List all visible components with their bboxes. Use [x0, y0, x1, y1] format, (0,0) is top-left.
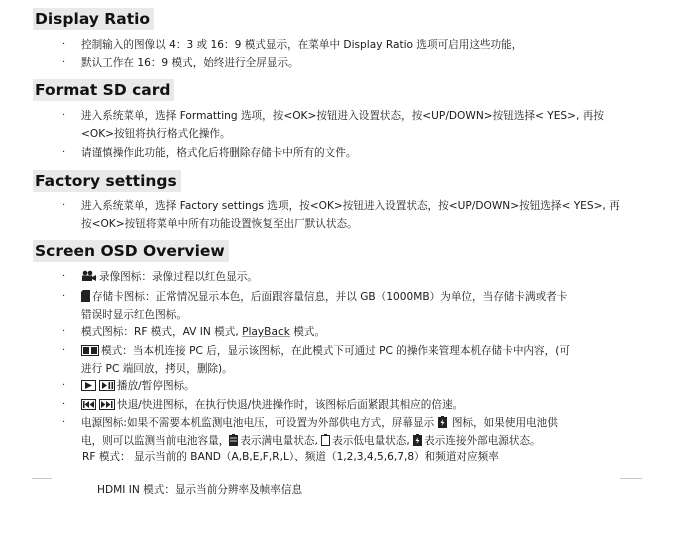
- bullet: ·: [62, 399, 66, 410]
- battery-low-icon: [321, 434, 330, 446]
- bullet: ·: [62, 200, 66, 211]
- bullet: ·: [62, 380, 66, 391]
- divider-right: [620, 478, 642, 479]
- bullet: ·: [62, 57, 66, 68]
- bullet: ·: [62, 345, 66, 356]
- item-text: 请谨慎操作此功能，格式化后将删除存储卡中所有的文件。: [81, 147, 357, 159]
- item-text: [81, 323, 325, 341]
- heading-display-ratio: Display Ratio: [33, 8, 154, 30]
- divider-left: [32, 478, 52, 479]
- external-power-icon: [438, 416, 447, 428]
- play-pause-text: 播放/暂停图标。: [117, 380, 195, 392]
- item-text-cont: 按<OK>按钮将菜单中所有功能设置恢复至出厂默认状态。: [81, 218, 358, 230]
- item-text: [81, 268, 258, 286]
- external-power-icon: [413, 434, 422, 446]
- rf-mode-line: RF 模式： 显示当前的 BAND（A,B,E,F,R,L）、频道（1,2,3,4,5,6,7,8）和频道对应频率: [82, 451, 499, 463]
- item-text: 进入系统菜单，选择 Formatting 选项，按<OK>按钮进入设置状态，按<UP/DOWN>按钮选择< YES>, 再按: [81, 110, 604, 122]
- item-text: [81, 396, 463, 414]
- item-text: 控制输入的图像以 4：3 或 16：9 模式显示，在菜单中 Display Ratio 选项可启用这些功能，: [81, 39, 523, 51]
- hdmi-mode-line: HDMI IN 模式：显示当前分辨率及帧率信息: [97, 484, 303, 496]
- item-text-cont: 错误时显示红色图标。: [81, 309, 187, 321]
- bullet: ·: [62, 39, 66, 50]
- pc-text: 模式：当本机连接 PC 后，显示该图标，在此模式下可通过 PC 的操作来管理本机存储卡中内容，(可: [101, 345, 570, 357]
- item-text: [81, 377, 195, 395]
- storage-text: 存储卡图标：正常情况显示本色，后面跟容量信息，并以 GB（1000MB）为单位，当存储卡满或者卡: [92, 291, 568, 303]
- rewind-forward-icon: [81, 399, 115, 410]
- item-text-cont: 进行 PC 端回放，拷贝，删除)。: [81, 363, 233, 375]
- mode-playback-text: PlayBack: [242, 326, 290, 338]
- power-text-d: 表示满电量状态,: [240, 435, 322, 447]
- heading-format-sd: Format SD card: [33, 79, 174, 101]
- bullet: ·: [62, 147, 66, 158]
- bullet: ·: [62, 291, 66, 302]
- power-text-e: 表示低电量状态,: [332, 435, 414, 447]
- play-pause-icon: [81, 380, 115, 391]
- bullet: ·: [62, 110, 66, 121]
- heading-factory-settings: Factory settings: [33, 170, 181, 192]
- item-text: [81, 342, 570, 360]
- item-text: [81, 288, 567, 306]
- power-text-f: 表示连接外部电源状态。: [424, 435, 541, 447]
- power-text-c: 电，则可以监测当前电池容量，: [81, 435, 230, 447]
- battery-full-icon: [229, 434, 238, 446]
- bullet: ·: [62, 417, 66, 428]
- item-text-cont: <OK>按钮将执行格式化操作。: [81, 128, 231, 140]
- record-text: 录像图标：录像过程以红色显示。: [99, 271, 258, 283]
- power-text-b: 图标，如果使用电池供: [448, 417, 558, 429]
- mode-text-b: 模式。: [289, 326, 326, 338]
- item-text: 进入系统菜单，选择 Factory settings 选项，按<OK>按钮进入设置状态，按<UP/DOWN>按钮选择< YES>, 再: [81, 200, 620, 212]
- item-text: [81, 414, 558, 432]
- power-text-a: 电源图标:如果不需要本机监测电池电压，可设置为外部供电方式，屏幕显示: [81, 417, 438, 429]
- record-icon: [81, 270, 97, 282]
- ff-rw-text: 快退/快进图标，在执行快退/快进操作时，该图标后面紧跟其相应的倍速。: [117, 399, 464, 411]
- heading-osd-overview: Screen OSD Overview: [33, 240, 229, 262]
- sd-card-icon: [81, 290, 90, 302]
- pc-link-icon: [81, 345, 99, 356]
- bullet: ·: [62, 326, 66, 337]
- mode-text-a: 模式图标：RF 模式，AV IN 模式,: [81, 326, 243, 338]
- item-text: 默认工作在 16：9 模式，始终进行全屏显示。: [81, 57, 299, 69]
- bullet: ·: [62, 271, 66, 282]
